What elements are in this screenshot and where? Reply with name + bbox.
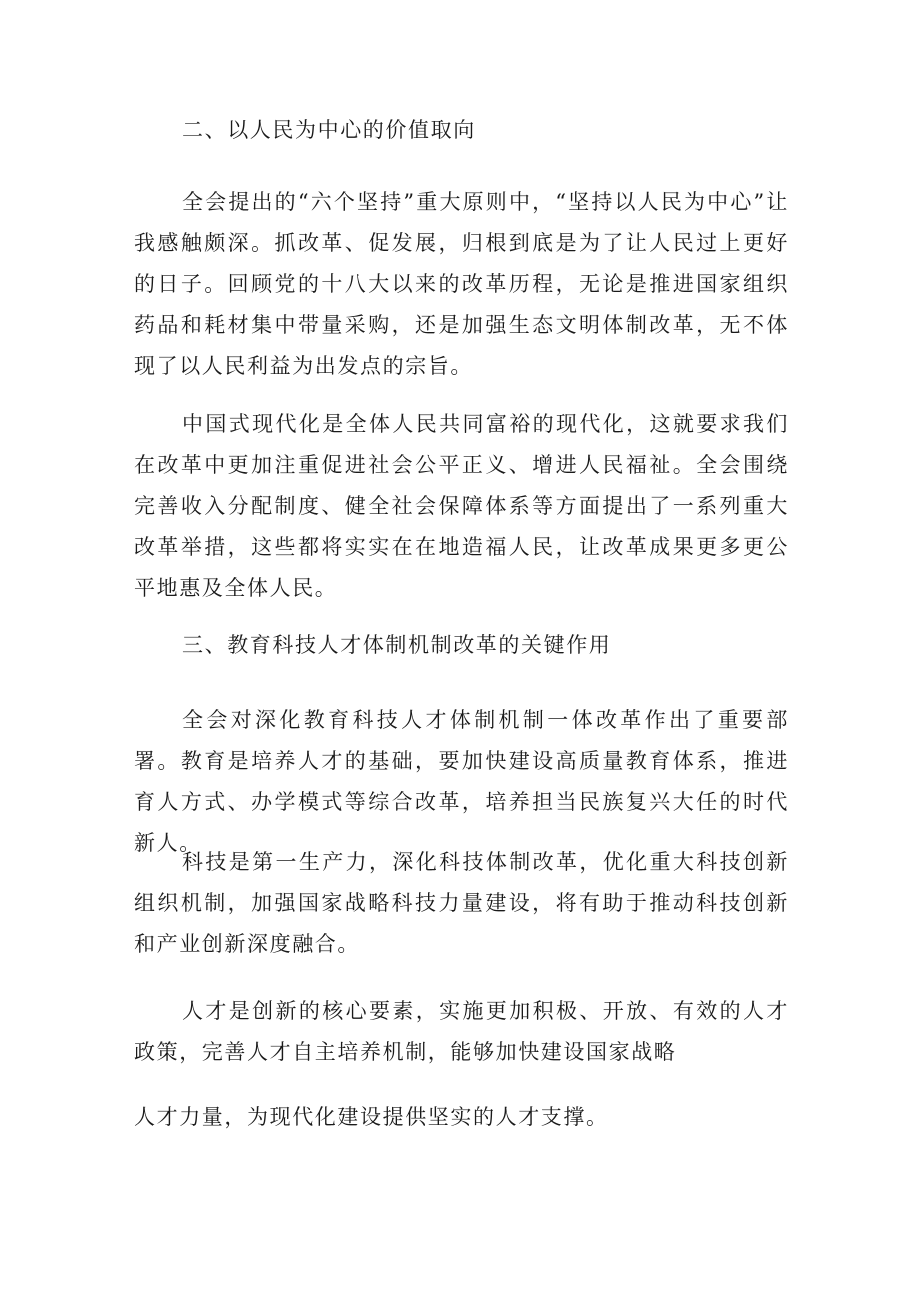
paragraph-common-prosperity: 中国式现代化是全体人民共同富裕的现代化，这就要求我们在改革中更加注重促进社会公平正义、增进人民福祉。全会围绕完善收入分配制度、健全社会保障体系等方面提出了一系列重大改革举措，这些都将实实在在地造福人民，让改革成果更多更公平地惠及全体人民。: [134, 412, 789, 600]
section-heading-3: 三、教育科技人才体制机制改革的关键作用: [182, 633, 612, 657]
paragraph-talent-policy-continued: 人才力量，为现代化建设提供坚实的人才支撑。: [134, 1105, 609, 1129]
paragraph-talent-policy: 人才是创新的核心要素，实施更加积极、开放、有效的人才政策，完善人才自主培养机制，能够加快建设国家战略: [134, 999, 789, 1064]
paragraph-education-reform: 全会对深化教育科技人才体制机制一体改革作出了重要部署。教育是培养人才的基础，要加快建设高质量教育体系，推进育人方式、办学模式等综合改革，培养担当民族复兴大任的时代新人。: [134, 708, 789, 855]
section-heading-2: 二、以人民为中心的价值取向: [182, 118, 476, 142]
paragraph-technology-reform: 科技是第一生产力，深化科技体制改革，优化重大科技创新组织机制，加强国家战略科技力量建设，将有助于推动科技创新和产业创新深度融合。: [134, 850, 789, 956]
paragraph-people-centered: 全会提出的“六个坚持”重大原则中，“坚持以人民为中心”让我感触颇深。抓改革、促发展，归根到底是为了让人民过上更好的日子。回顾党的十八大以来的改革历程，无论是推进国家组织药品和耗材集中带量采购，还是加强生态文明体制改革，无不体现了以人民利益为出发点的宗旨。: [134, 190, 789, 378]
